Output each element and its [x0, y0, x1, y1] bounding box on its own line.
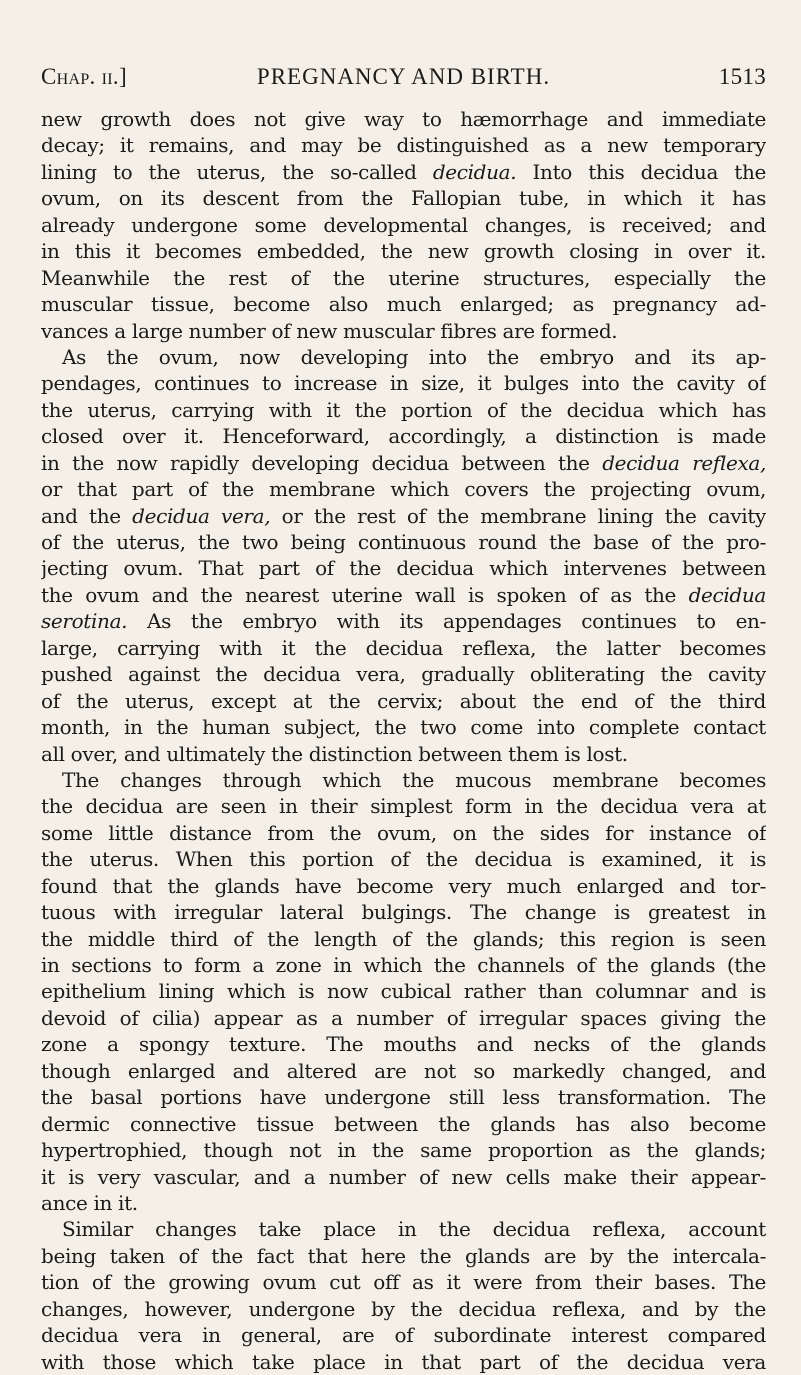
text-segment: the middle third of the length of the glands; this region is seen [41, 926, 766, 951]
text-segment: pendages, continues to increase in size, it bulges into the cavity of [41, 371, 766, 396]
text-line [41, 741, 766, 767]
text-line [41, 714, 766, 740]
text-segment: hypertrophied, though not in the same proportion as the glands; [41, 1138, 766, 1163]
text-segment: the decidua are seen in their simplest form in the decidua vera at [41, 794, 766, 819]
text-segment: muscular tissue, become also much enlarged; as pregnancy ad- [41, 292, 766, 317]
text-line [41, 370, 766, 396]
text-segment: the basal portions have undergone still less transformation. The [41, 1085, 766, 1110]
text-segment: zone a spongy texture. The mouths and necks of the glands [41, 1032, 766, 1057]
text-segment: ance in it. [41, 1190, 138, 1215]
text-segment: decay; it remains, and may be distinguished as a new temporary [41, 133, 766, 158]
page-number: 1513 [718, 64, 766, 89]
text-segment: The changes through which the mucous membrane becomes [62, 767, 766, 792]
text-line [41, 1349, 766, 1375]
text-segment: new growth does not give way to hæmorrhage and immediate [41, 107, 766, 131]
text-line [41, 185, 766, 211]
text-segment: in sections to form a zone in which the channels of the glands (the [41, 953, 766, 977]
text-segment: Meanwhile the rest of the uterine structures, especially the [41, 265, 766, 290]
text-segment: being taken of the fact that here the glands are by the intercala- [41, 1243, 766, 1268]
text-line [41, 767, 766, 793]
text-segment: epithelium lining which is now cubical rather than columnar and is [41, 979, 766, 1004]
text-segment: or that part of the membrane which covers the projecting ovum, [41, 477, 766, 502]
text-line [41, 397, 766, 423]
text-line [41, 1031, 766, 1057]
text-segment: dermic connective tissue between the glands has also become [41, 1111, 766, 1136]
text-line [41, 318, 766, 344]
text-line [41, 159, 766, 185]
text-segment: large, carrying with it the decidua reflexa, the latter becomes [41, 635, 766, 660]
text-segment: pushed against the decidua vera, gradually obliterating the cavity [41, 662, 766, 687]
text-line [41, 1005, 766, 1031]
text-line [41, 1084, 766, 1110]
text-line [41, 608, 766, 634]
text-line [41, 688, 766, 714]
text-line [41, 265, 766, 291]
text-segment: month, in the human subject, the two come into complete contact [41, 715, 766, 740]
text-line [41, 661, 766, 687]
text-segment: devoid of cilia) appear as a number of irregular spaces giving the [41, 1005, 766, 1030]
text-line [41, 1111, 766, 1137]
text-line [41, 476, 766, 502]
italic-term: serotina. [41, 609, 128, 634]
text-line [41, 1164, 766, 1190]
text-segment: found that the glands have become very much enlarged and tor- [41, 873, 766, 898]
text-segment: vances a large number of new muscular fibres are formed. [41, 318, 618, 343]
text-line [41, 1137, 766, 1163]
text-line [41, 635, 766, 661]
text-segment: all over, and ultimately the distinction between them is lost. [41, 741, 628, 766]
text-line [41, 582, 766, 608]
text-line [41, 846, 766, 872]
text-segment: the ovum and the nearest uterine wall is spoken of as the [41, 582, 689, 607]
text-segment: with those which take place in that part of the decidua vera [41, 1349, 766, 1374]
text-line [41, 1269, 766, 1295]
text-segment: Into this decidua the [516, 159, 766, 184]
running-head [41, 62, 766, 92]
text-segment: decidua vera in general, are of subordinate interest compared [41, 1323, 766, 1348]
text-segment: though enlarged and altered are not so markedly changed, and [41, 1058, 766, 1083]
text-segment: the uterus. When this portion of the decidua is examined, it is [41, 847, 766, 872]
text-line [41, 873, 766, 899]
text-segment: it is very vascular, and a number of new cells make their appear- [41, 1164, 766, 1189]
text-segment: closed over it. Henceforward, accordingly, a distinction is made [41, 424, 766, 449]
text-segment: Similar changes take place in the decidua reflexa, account [62, 1217, 766, 1242]
italic-term: decidua [688, 582, 766, 607]
text-line [41, 212, 766, 238]
text-line [41, 238, 766, 264]
text-line [41, 529, 766, 555]
text-segment: of the uterus, the two being continuous round the base of the pro- [41, 530, 766, 554]
text-segment: some little distance from the ovum, on the sides for instance of [41, 820, 766, 845]
text-segment: already undergone some developmental changes, is received; and [41, 212, 766, 237]
text-segment: ovum, on its descent from the Fallopian tube, in which it has [41, 186, 766, 211]
text-line [41, 1216, 766, 1242]
italic-term: decidua vera, [132, 503, 271, 528]
text-line [41, 132, 766, 158]
text-segment: As the ovum, now developing into the embryo and its ap- [62, 344, 766, 369]
text-segment: tion of the growing ovum cut off as it were from their bases. The [41, 1270, 766, 1295]
text-line [41, 106, 766, 132]
text-segment: and the [41, 503, 133, 528]
text-line [41, 978, 766, 1004]
text-segment: jecting ovum. That part of the decidua which intervenes between [41, 556, 766, 581]
text-line [41, 1322, 766, 1348]
text-segment: As the embryo with its appendages continues to en- [127, 609, 766, 634]
text-line [41, 423, 766, 449]
text-line [41, 503, 766, 529]
text-line [41, 1190, 766, 1216]
text-line [41, 1243, 766, 1269]
text-line [41, 291, 766, 317]
text-line [41, 450, 766, 476]
body-text [41, 106, 766, 1375]
text-line [41, 555, 766, 581]
text-line [41, 820, 766, 846]
text-line [41, 1296, 766, 1322]
italic-term: decidua reflexa, [602, 450, 766, 475]
chapter-label: Chap. ii.] [41, 64, 127, 89]
text-segment: or the rest of the membrane lining the cavity [270, 503, 766, 528]
running-title: PREGNANCY AND BIRTH. [256, 64, 551, 89]
text-segment: of the uterus, except at the cervix; about the end of the third [41, 688, 766, 713]
text-line [41, 952, 766, 978]
text-segment: tuous with irregular lateral bulgings. The change is greatest in [41, 900, 766, 925]
text-line [41, 344, 766, 370]
text-segment: the uterus, carrying with it the portion of the decidua which has [41, 397, 766, 422]
text-segment: in the now rapidly developing decidua between the [41, 450, 603, 475]
text-line [41, 793, 766, 819]
text-line [41, 926, 766, 952]
text-line [41, 899, 766, 925]
italic-term: decidua. [432, 159, 517, 184]
text-segment: lining to the uterus, the so-called [41, 159, 433, 184]
text-segment: in this it becomes embedded, the new growth closing in over it. [41, 239, 766, 264]
text-line [41, 1058, 766, 1084]
text-segment: changes, however, undergone by the decidua reflexa, and by the [41, 1296, 766, 1321]
